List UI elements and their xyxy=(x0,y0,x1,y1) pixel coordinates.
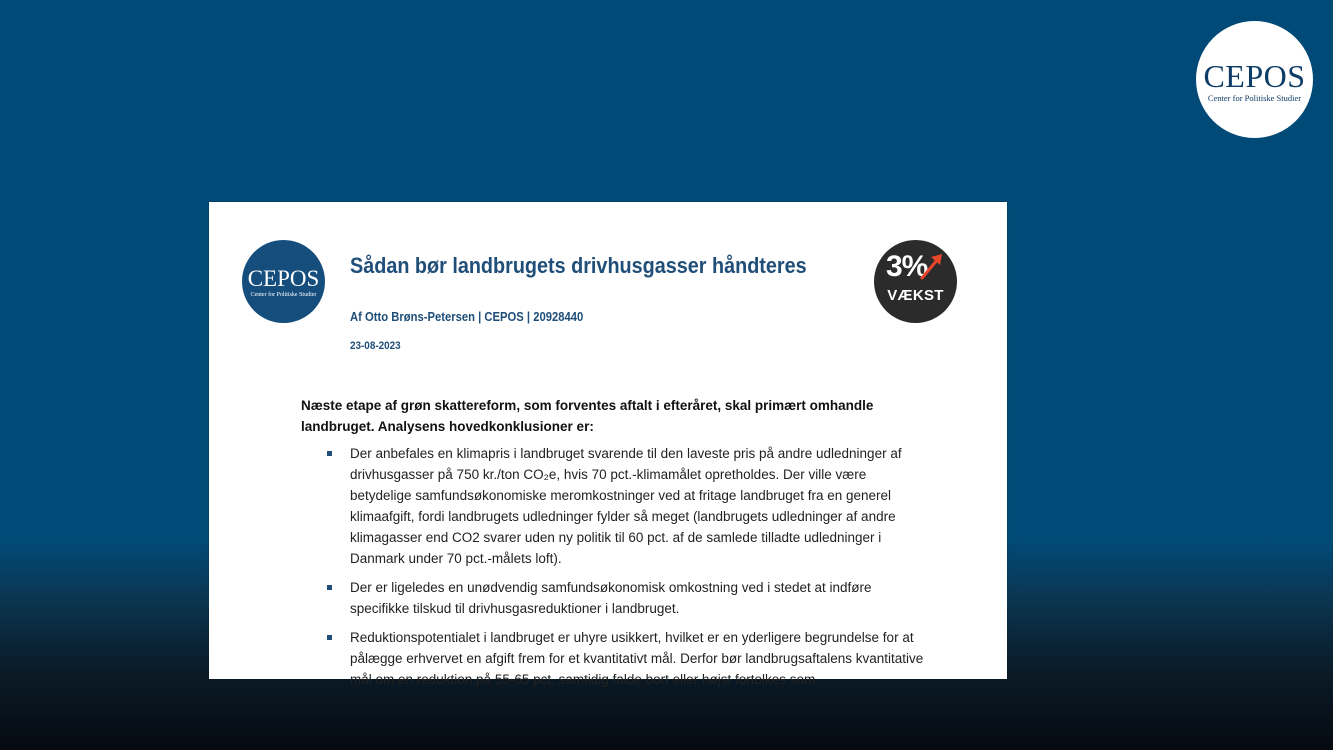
bullet-marker xyxy=(327,635,332,640)
list-item xyxy=(301,443,931,569)
bullet-marker xyxy=(327,451,332,456)
document-date: 23-08-2023 xyxy=(350,340,401,352)
bullet-marker xyxy=(327,585,332,590)
document-lead: Næste etape af grøn skattereform, som forventes aftalt i efteråret, skal primært omhandle landbruget. Analysens hovedkonklusioner er: xyxy=(301,398,874,434)
logo-subtitle: Center for Politiske Studier xyxy=(1207,93,1302,103)
badge-number: 3% xyxy=(886,250,928,283)
list-item-text: Reduktionspotentialet i landbruget er uhyre usikkert, hvilket er en yderligere begrundelse for at pålægge erhvervet en afgift frem for et kvantitativt mål. Derfor bør landbrugsaftalens kvantitative mål om en reduktion på 55-65 pct. samtidig falde bort eller højst fortolkes som xyxy=(350,630,924,687)
logo-subtitle: Center for Politiske Studier xyxy=(250,291,317,298)
conclusions-list xyxy=(301,443,931,698)
logo-wordmark: CEPOS xyxy=(1203,58,1306,94)
badge-word: VÆKST xyxy=(887,287,944,304)
document-title: Sådan bør landbrugets drivhusgasser håndteres xyxy=(350,253,807,278)
list-item xyxy=(301,627,931,690)
arrow-up-icon xyxy=(918,252,946,282)
document-byline: Af Otto Brøns-Petersen | CEPOS | 20928440 xyxy=(350,310,584,324)
logo-wordmark: CEPOS xyxy=(247,265,320,291)
cepos-logo xyxy=(1196,21,1313,138)
document-page xyxy=(209,202,1007,687)
list-item-text: Der anbefales en klimapris i landbruget svarende til den laveste pris på andre udledninger af drivhusgasser på 750 kr./ton CO₂e, hvis 70 pct.-klimamålet opretholdes. Der ville være betydelige samfundsøkonomiske meromkostninger ved at fritage landbruget fra en generel klimaafgift, fordi landbrugets udledninger fylder så meget (landbrugets udledninger af andre klimagasser end CO2 svarer uden ny politik til 60 pct. af de samlede tilladte udledninger i Danmark under 70 pct.-målets loft). xyxy=(350,446,902,566)
list-item-text: Der er ligeledes en unødvendig samfundsøkonomisk omkostning ved i stedet at indføre specifikke tilskud til drivhusgasreduktioner i landbruget. xyxy=(350,580,872,616)
list-item xyxy=(301,577,931,619)
document-cepos-logo xyxy=(242,240,325,323)
growth-badge xyxy=(874,240,957,323)
